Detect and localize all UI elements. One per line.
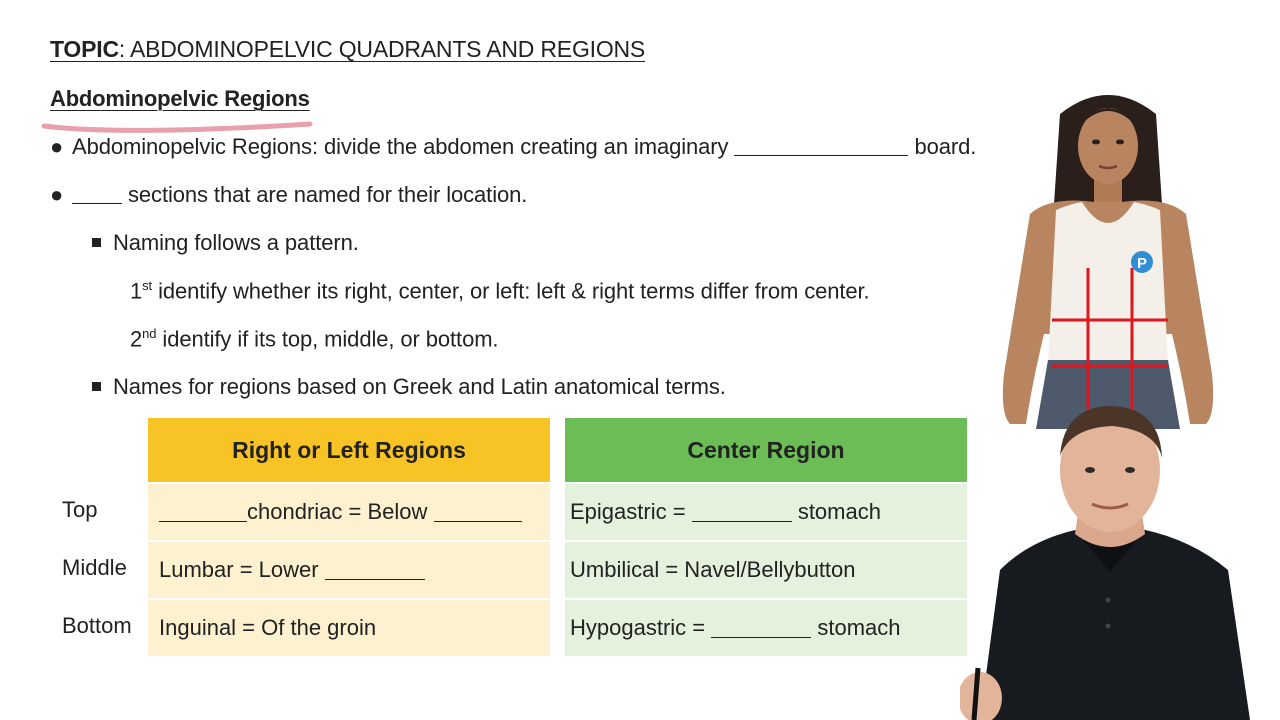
answer-blank [325,561,425,580]
left-cell-top: chondriac = Below [148,484,550,540]
center-region-column [565,418,967,656]
section-heading: Abdominopelvic Regions [50,86,310,111]
left-regions-header: Right or Left Regions [148,418,550,482]
sub-bullet-1: Naming follows a pattern. [92,230,359,256]
torso-illustration [990,84,1225,429]
bullet-1: ● Abdominopelvic Regions: divide the abdomen creating an imaginary board. [50,134,977,159]
numbered-step-2: 2nd identify if its top, middle, or bottom. [130,326,499,352]
pearson-badge-icon: P [1136,255,1148,272]
answer-blank [159,503,247,522]
bullet-2: ● sections that are named for their location. [50,182,528,207]
center-region-header: Center Region [565,418,967,482]
square-bullet-icon [92,382,101,391]
answer-blank [734,137,908,156]
answer-blank [434,503,522,522]
highlight-swoosh [40,108,320,134]
sub-bullet-2: Names for regions based on Greek and Latin anatomical terms. [92,374,726,400]
answer-blank [692,503,792,522]
center-cell-middle: Umbilical = Navel/Bellybutton [565,542,967,598]
row-label-top: Top [62,497,98,522]
topic-title: TOPIC: ABDOMINOPELVIC QUADRANTS AND REGIONS [50,36,646,62]
left-regions-column [148,418,550,656]
numbered-step-1: 1st identify whether its right, center, or left: left & right terms differ from center. [130,278,870,304]
row-label-bottom: Bottom [62,613,132,638]
center-cell-top: Epigastric = stomach [565,484,967,540]
center-cell-bottom: Hypogastric = stomach [565,600,967,656]
answer-blank [72,185,122,204]
square-bullet-icon [92,238,101,247]
left-cell-bottom: Inguinal = Of the groin [148,600,550,656]
presenter-video [960,400,1260,720]
row-label-middle: Middle [62,555,127,580]
left-cell-middle: Lumbar = Lower [148,542,550,598]
answer-blank [711,619,811,638]
